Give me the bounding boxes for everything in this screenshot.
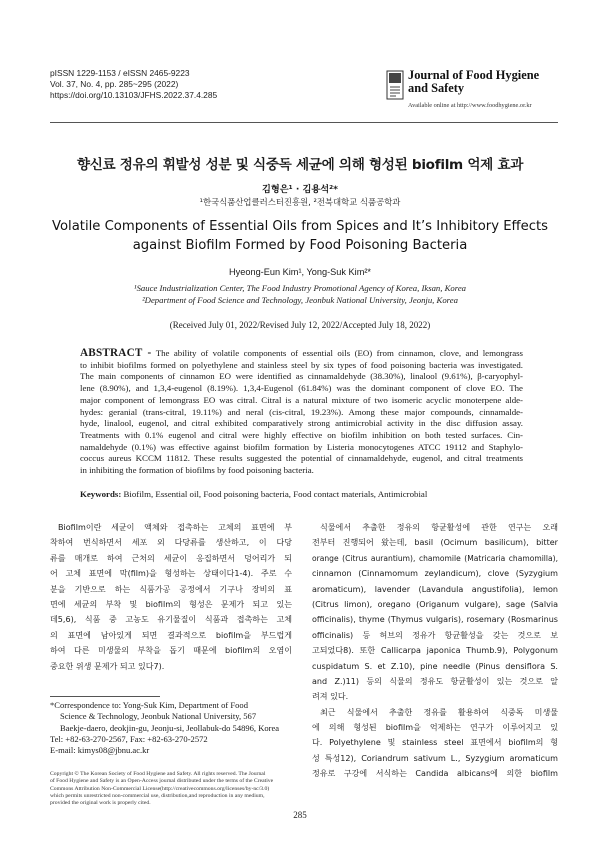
correspondence-line: Science & Technology, Jeonbuk National University, 567 <box>60 711 257 722</box>
body-line: aromaticum), lavender (Lavandula angustifolia), lemon <box>312 584 558 594</box>
page-header <box>50 68 560 120</box>
body-line: 최근 식물에서 추출한 정유를 활용하여 식중독 미생물 <box>320 707 558 717</box>
body-line: 성 특성12), Coriandrum sativum L., Syzygium aromaticum <box>312 753 558 763</box>
korean-title: 향신료 정유의 휘발성 성분 및 식중독 세균에 의해 형성된 biofilm 억제 효과 <box>76 157 524 173</box>
abstract-line: hydes: geranial (trans-citral, 19.11%) and neral (cis-citral, 19.23%). Among these major compounds, cinnamalde- <box>80 406 523 417</box>
body-line: 류를 매개로 하여 근처의 세균이 응집하면서 덩어리가 되 <box>50 553 292 563</box>
body-line: 착하여 번식하면서 세포 외 다당류를 생산하고, 이 다당 <box>50 538 292 548</box>
volume-line <box>50 79 217 90</box>
english-title <box>0 218 600 255</box>
copyright-line: which permits unrestricted non-commercial use, distribution,and reproduction in any medium, <box>50 792 265 799</box>
copyright-line: Copyright © The Korean Society of Food Hygiene and Safety. All rights reserved. The Journal <box>50 771 266 777</box>
body-line: 려져 있다. <box>312 692 349 702</box>
english-title-line1: Volatile Components of Essential Oils from Spices and It’s Inhibitory Effects <box>51 219 549 234</box>
correspondence-line: Baekje-daero, deokjin-gu, Jeonju-si, Jeollabuk-do 54896, Korea <box>60 722 280 733</box>
correspondence-line: *Correspondence to: Yong-Suk Kim, Department of Food <box>50 700 248 710</box>
volume-text: Vol. 37, No. 4, pp. 285~295 (2022) <box>50 79 179 90</box>
body-line: 데5,6), 식품 중 고농도 유기물질이 식품과 접촉하는 고체 <box>50 615 292 625</box>
body-line: cinnamon (Cinnamomum zeylandicum), clove (Syzygium <box>312 569 558 579</box>
abstract-line: to inhibit biofilms formed on polyethylene and stainless steel by six types of food poisoning bacteria was investigated. <box>80 359 523 370</box>
body-line: and Z.)11) 등의 식물의 정유도 항균활성이 있는 것으로 알 <box>312 676 558 686</box>
english-affiliation-2: ²Department of Food Science and Technology, Jeonbuk National University, Jeonju, Korea <box>142 294 458 305</box>
keywords-label: Keywords: <box>80 489 122 499</box>
abstract-line: lene (8.90%), and 1,3,4-eugenol (8.19%). 1,3,4-Eugenol (61.84%) was the dominant component of clove EO. The <box>80 383 523 394</box>
body-line: cuspidatum S. et Z.10), pine needle (Pinus densiflora S. <box>312 661 558 671</box>
doi-link[interactable]: https://doi.org/10.13103/JFHS.2022.37.4.285 <box>50 90 218 101</box>
abstract <box>80 348 523 477</box>
body-line: 식물에서 추출한 정유의 항균활성에 관한 연구는 오래 <box>320 523 558 532</box>
keywords <box>80 489 523 499</box>
body-line: Biofilm이란 세균이 액체와 접촉하는 고체의 표면에 부 <box>58 523 292 532</box>
journal-name-line2: and Safety <box>408 81 465 95</box>
body-line: 정유로 구강에 서식하는 Candida albicans에 의한 biofilm <box>312 769 558 779</box>
page-number: 285 <box>293 810 307 820</box>
issn-line: pISSN 1229-1153 / eISSN 2465-9223 <box>50 68 190 78</box>
abstract-line: Treatments with 0.1% eugenol and citral were highly effective on biofilm inhibition on both tested surfaces. Cin- <box>80 430 523 441</box>
correspondence-line: Tel: +82-63-270-2567, Fax: +82-63-270-2572 <box>50 733 208 744</box>
body-line: officinalis) 등 허브의 정유가 항균활성을 갖는 것으로 보 <box>312 630 558 640</box>
body-line: 다. Polyethylene 및 stainless steel 표면에서 biofilm의 형 <box>312 738 558 748</box>
journal-name <box>408 69 568 95</box>
body-line: 전부터 진행되어 왔는데, basil (Ocimum basilicum), bitter <box>312 538 558 548</box>
correspondence-footnote <box>50 700 292 756</box>
body-line: 면에 세균의 부착 및 biofilm의 형성은 문제가 되고 있는 <box>50 599 292 609</box>
korean-affiliations: ¹한국식품산업클러스터진흥원, ²전북대학교 식품공학과 <box>199 197 401 207</box>
body-line: 어 고체 표면에 막(film)을 형성하는 상태이다1-4). 주로 수 <box>50 569 292 579</box>
body-right-column <box>312 520 558 782</box>
citation-block <box>50 68 217 102</box>
abstract-line: in inhibiting the formation of biofilms by food poisoning bacteria. <box>80 465 314 476</box>
english-authors: Hyeong-Eun Kim¹, Yong-Suk Kim²* <box>229 267 371 277</box>
email-link[interactable]: E-mail: kimys08@jbnu.ac.kr <box>50 745 150 756</box>
body-left-column <box>50 520 292 674</box>
journal-name-line1: Journal of Food Hygiene <box>408 68 540 82</box>
received-dates: (Received July 01, 2022/Revised July 12, 2022/Accepted July 18, 2022) <box>169 320 431 330</box>
abstract-line: major component of lemongrass EO was citral. Citral is a natural mixture of two isomeric acyclic monoterpene alde- <box>80 394 523 405</box>
copyright-line: Commons Attribution Non-Commercial License(http://creativecommons.org/licenses/by-nc/3.0) <box>50 785 270 792</box>
abstract-line: The main components of cinnamon EO were identified as cinnamaldehyde (38.30%), linalool (9.61%), β-caryophyl- <box>80 371 523 382</box>
copyright-line: of Food Hygiene and Safety is an Open-Access journal distributed under the terms of the Creative <box>50 778 274 785</box>
body-line: 하여 다른 미생물의 부착을 돕기 때문에 biofilm의 오염이 <box>50 646 292 656</box>
body-line: 중요한 위생 문제가 되고 있다7). <box>50 661 165 671</box>
copyright-line: provided the original work is properly cited. <box>50 800 151 806</box>
body-line: officinalis), thyme (Thymus vulgaris), rosemary (Rosmarinus <box>312 615 558 625</box>
abstract-heading: ABSTRACT - <box>80 348 152 359</box>
korean-authors: 김형은¹ · 김용석²* <box>262 184 338 195</box>
body-line: 분을 기반으로 하는 식품가공 공정에서 기구나 장비의 표 <box>50 584 292 594</box>
footnote-divider <box>50 696 160 697</box>
journal-url[interactable]: Available online at http://www.foodhygiene.or.kr <box>408 102 532 109</box>
journal-logo-icon <box>386 70 404 100</box>
body-line: 의 표면에 남아있게 되면 결과적으로 biofilm을 부드럽게 <box>50 630 292 640</box>
abstract-line: namaldehyde (0.1%) was effective against biofilm formation by Listeria monocytogenes ATCC 19112 and Staphylo- <box>80 441 523 452</box>
abstract-line: ABSTRACT - The ability of volatile components of essential oils (EO) from cinnamon, clove, and lemongrass <box>80 348 523 359</box>
body-line: 고되었다8). 또한 Callicarpa japonica Thumb.9), Polygonum <box>312 646 558 656</box>
keywords-list: Biofilm, Essential oil, Food poisoning bacteria, Food contact materials, Antimicrobial <box>123 489 428 499</box>
header-divider <box>50 122 558 123</box>
abstract-line: hyde, linalool, eugenol, and citral exhibited comparatively strong antimicrobial activity in the disc diffusion assay. <box>80 418 523 429</box>
body-line: (Citrus limon), oregano (Origanum vulgare), sage (Salvia <box>312 599 558 609</box>
english-title-line2: against Biofilm Formed by Food Poisoning Bacteria <box>132 237 468 253</box>
copyright-notice <box>50 771 292 807</box>
body-line: 에 의해 형성된 biofilm을 억제하는 연구가 이루어지고 있 <box>312 723 558 733</box>
english-affiliations <box>0 283 600 307</box>
abstract-line: coccus aureus KCCM 11812. These results suggested the potential of cinnamaldehyde, eugenol, and citral treatments <box>80 453 523 464</box>
body-line: orange (Citrus aurantium), chamomile (Matricaria chamomilla), <box>312 553 558 563</box>
english-affiliation-1: ¹Sauce Industrialization Center, The Food Industry Promotional Agency of Korea, Iksan, Korea <box>133 283 467 293</box>
